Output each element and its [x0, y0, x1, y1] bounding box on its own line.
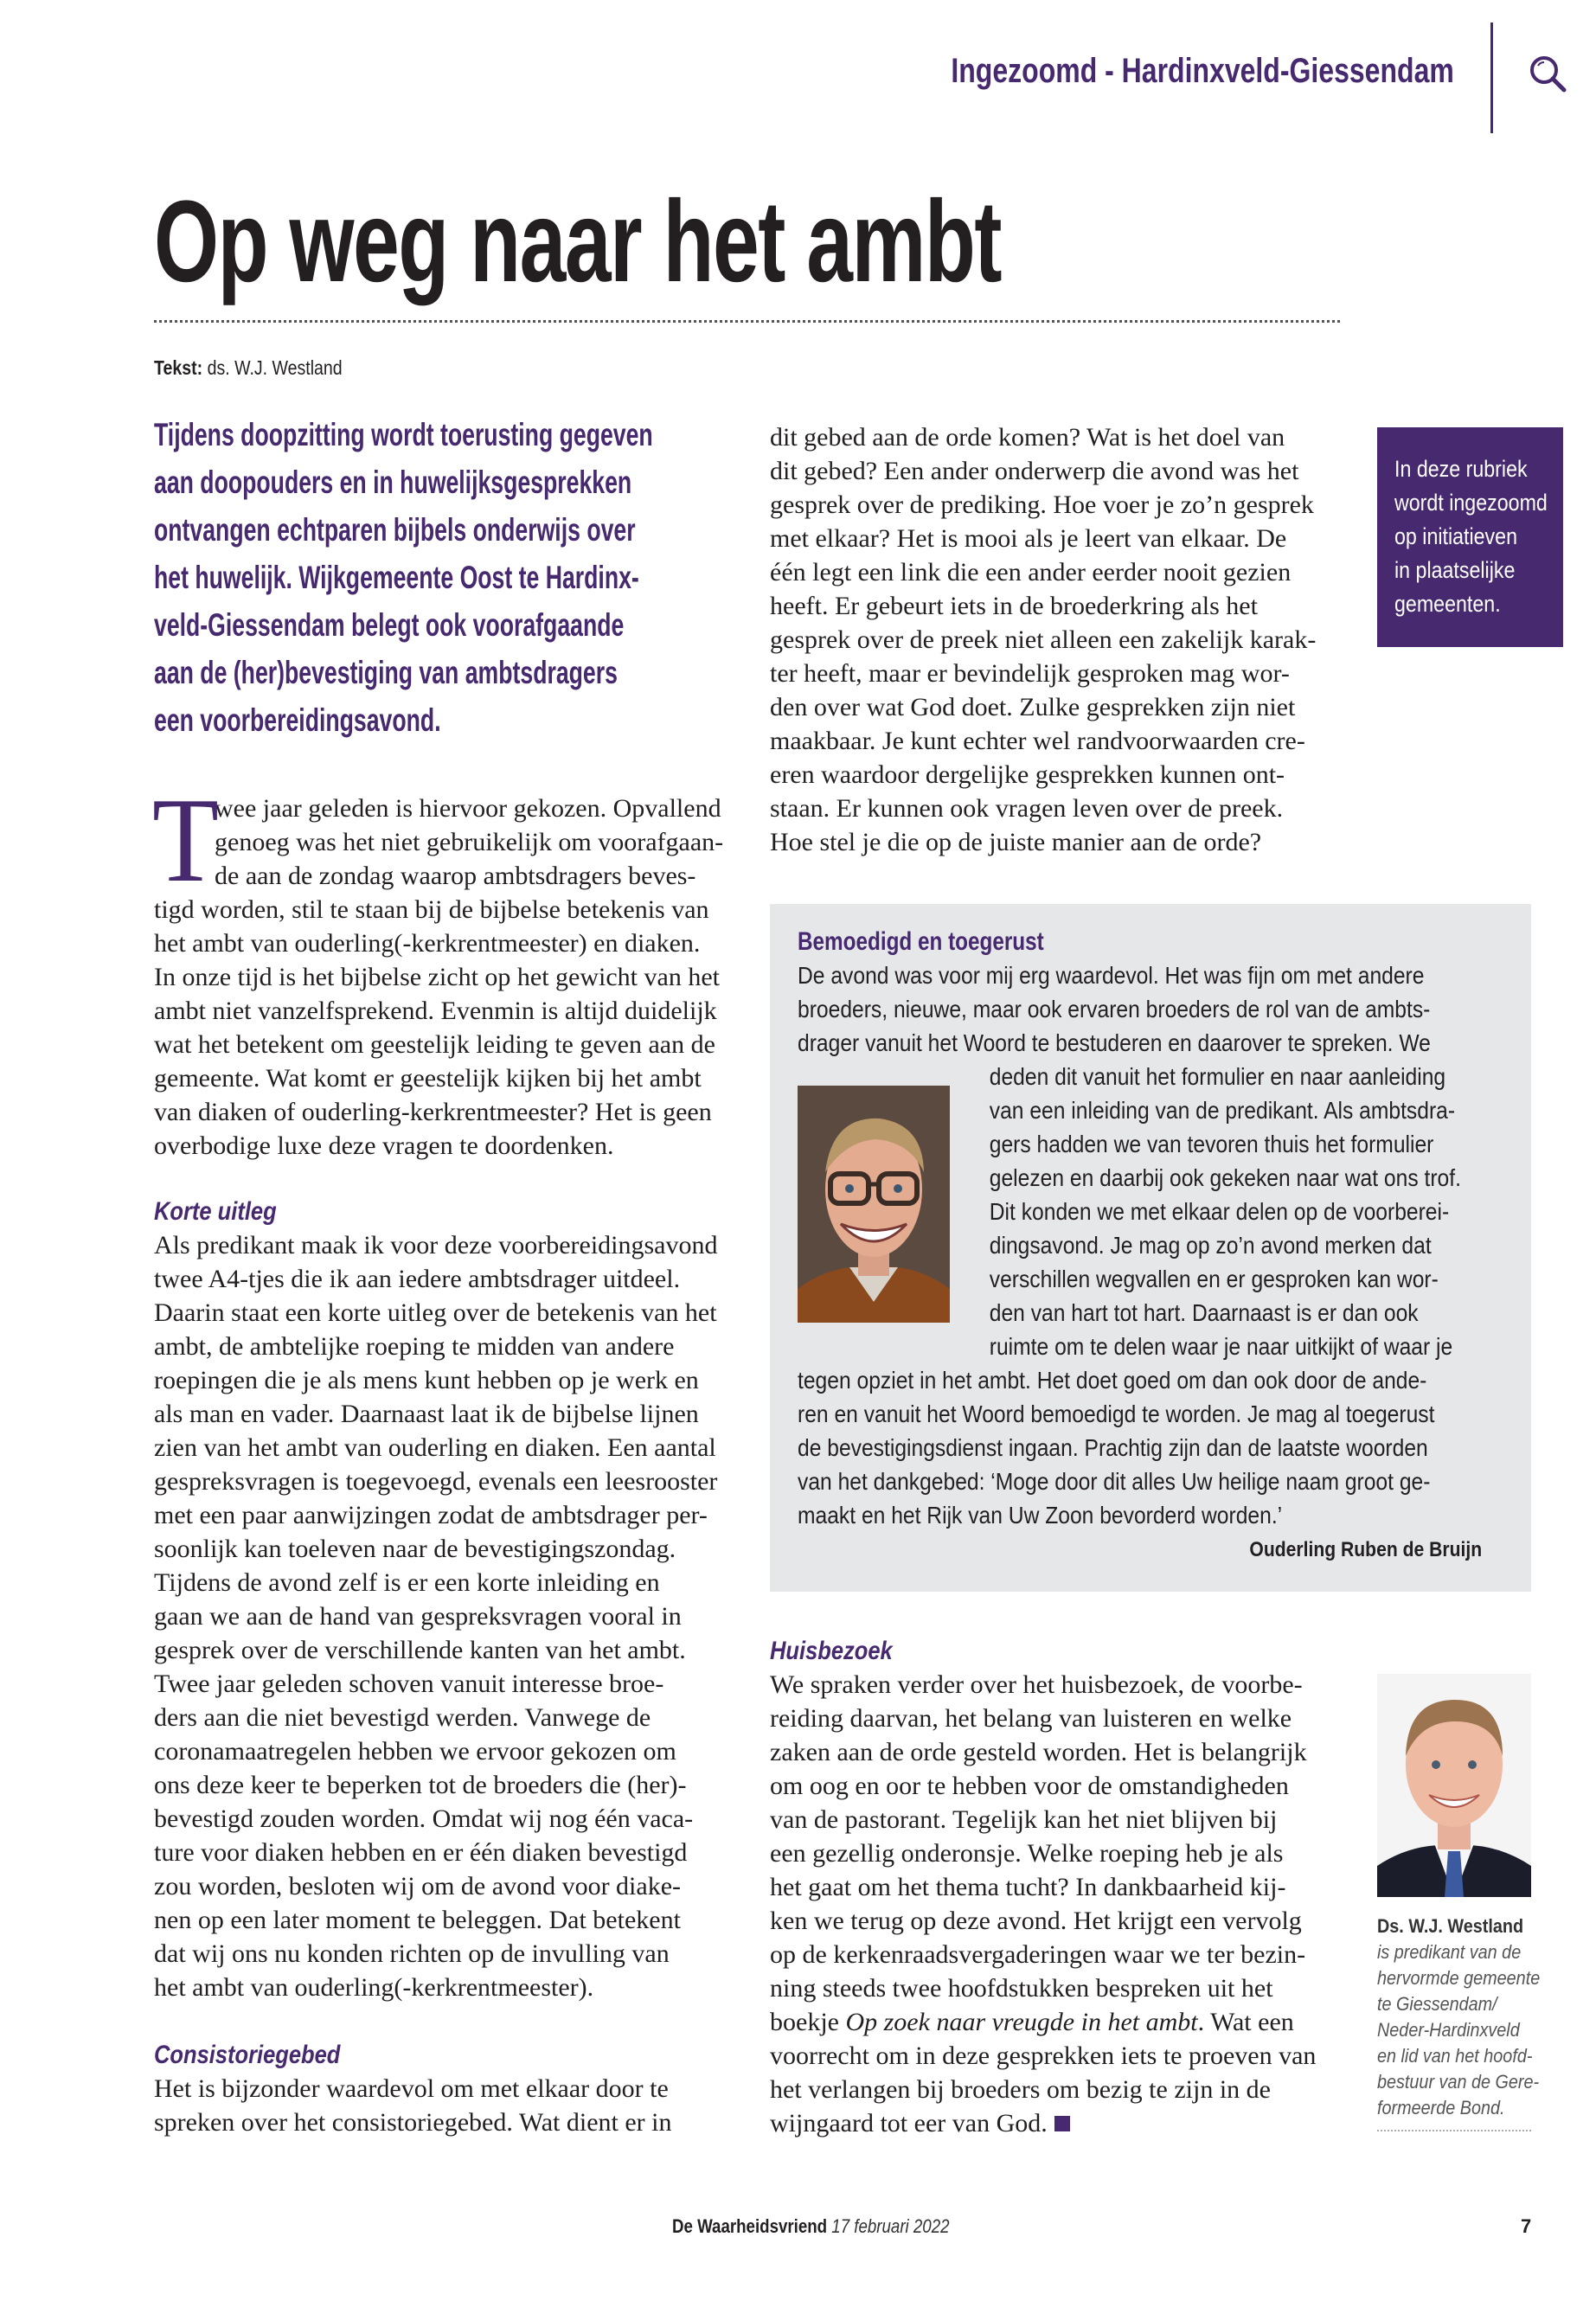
heading-huisbezoek: Huisbezoek [770, 1637, 893, 1665]
text-line: op de kerkenraadsvergaderingen waar we ter bezin- [770, 1940, 1306, 1969]
text-line: tigd worden, stil te staan bij de bijbelse betekenis van [154, 895, 709, 924]
text-line: ter heeft, maar er bevindelijk gesproken mag wor- [770, 659, 1290, 688]
left-column [152, 773, 725, 2139]
lead-paragraph [154, 411, 724, 744]
text-line: broeders, nieuwe, maar ook ervaren broeders de rol van de ambts- [798, 996, 1431, 1022]
text-line: gesprek over de prediking. Hoe voer je zo’n gesprek [770, 490, 1314, 519]
text-line: coronamaatregelen hebben we ervoor gekozen om [154, 1737, 676, 1766]
text-line: met elkaar? Het is mooi als je leert van elkaar. De [770, 524, 1287, 553]
end-mark-icon [1054, 2116, 1070, 2131]
text-line: De avond was voor mij erg waardevol. Het was fijn om met andere [798, 962, 1425, 989]
text-line: als man en vader. Daarnaast laat ik de bijbelse lijnen [154, 1400, 699, 1428]
text-line: drager vanuit het Woord te bestuderen en daarover te spreken. We [798, 1029, 1431, 1056]
text-line: In deze rubriek [1394, 456, 1528, 482]
text-line: We spraken verder over het huisbezoek, de voorbe- [770, 1670, 1303, 1699]
text-line: wat het betekent om geestelijk leiding te geven aan de [154, 1030, 715, 1059]
text-line: op initiatieven [1394, 523, 1518, 549]
text-line: Het is bijzonder waardevol om met elkaar door te [154, 2074, 669, 2103]
text-line: van een inleiding van de predikant. Als ambtsdra- [989, 1097, 1456, 1124]
text-line: gaan we aan de hand van gespreksvragen vooral in [154, 1602, 682, 1631]
text-line: een voorbereidingsavond. [154, 702, 441, 738]
intro-lines [152, 773, 725, 1163]
text-line: Neder-Hardinxveld [1377, 2019, 1520, 2041]
text-line: maakbaar. Je kunt echter wel randvoorwaarden cre- [770, 727, 1305, 755]
text-line: van diaken of ouderling-kerkrentmeester? Het is geen [154, 1098, 712, 1126]
text-line: ons deze keer te beperken tot de broeders die (her)- [154, 1771, 687, 1799]
text-line: eren waardoor dergelijke gesprekken kunnen ont- [770, 760, 1285, 789]
intro-paragraph [152, 773, 725, 1163]
text-line: de aan de zondag waarop ambtsdragers beves- [215, 862, 696, 890]
text-line: spreken over het consistoriegebed. Wat dient er in [154, 2108, 672, 2137]
text-line: het gaat om het thema tucht? In dankbaarheid kij- [770, 1873, 1286, 1901]
huisbezoek-section [770, 1634, 1345, 2140]
text-line: wijngaard tot eer van God. [770, 2106, 1345, 2140]
text-line: gespreksvragen is toegevoegd, evenals een leesrooster [154, 1467, 718, 1496]
text-line: de bevestigingsdienst ingaan. Prachtig zijn dan de laatste woorden [798, 1434, 1428, 1461]
text-line: ruimte om te delen waar je naar uitkijkt of waar je [989, 1333, 1453, 1360]
publication-name: De Waarheidsvriend [672, 2215, 828, 2237]
page-title: Op weg naar het ambt [154, 177, 1002, 306]
text-line: dingsavond. Je mag op zo’n avond merken dat [989, 1232, 1432, 1259]
text-line: bestuur van de Gere- [1377, 2071, 1540, 2093]
text-line: den van hart tot hart. Daarnaast is er dan ook [989, 1299, 1419, 1326]
section-title: Ingezoomd - Hardinxveld-Giessendam [951, 52, 1454, 90]
text-line: dat wij ons nu konden richten op de invulling van [154, 1939, 670, 1968]
text-line: tegen opziet in het ambt. Het doet goed om dan ook door de ande- [798, 1367, 1427, 1394]
text-line: het ambt van ouderling(-kerkrentmeester) en diaken. [154, 929, 701, 958]
testimony-signature: Ouderling Ruben de Bruijn [1249, 1538, 1483, 1561]
text-line: deden dit vanuit het formulier en naar aanleiding [989, 1063, 1446, 1090]
huisbezoek-paragraph [770, 1668, 1345, 2140]
korte-uitleg-paragraph [154, 1228, 725, 2004]
text-line: roepingen die je als mens kunt hebben op je werk en [154, 1366, 699, 1394]
text-line: Dit konden we met elkaar delen op de voorberei- [989, 1198, 1450, 1225]
text-line: te Giessendam/ [1377, 1993, 1497, 2015]
caption-divider [1377, 2130, 1531, 2131]
book-title: Op zoek naar vreugde in het ambt [845, 2008, 1198, 2036]
author-caption [1377, 1913, 1541, 2121]
byline-author: ds. W.J. Westland [207, 356, 343, 379]
text-line: wee jaar geleden is hiervoor gekozen. Opvallend [215, 794, 721, 823]
text-line: Twee jaar geleden schoven vanuit interesse broe- [154, 1670, 664, 1698]
text-line: dit gebed aan de orde komen? Wat is het doel van [770, 423, 1285, 452]
text-line: ambt, de ambtelijke roeping te midden van andere [154, 1332, 675, 1361]
text-line: hervormde gemeente [1377, 1967, 1541, 1989]
author-name: Ds. W.J. Westland [1377, 1915, 1524, 1937]
text-line: heeft. Er gebeurt iets in de broederkring als het [770, 592, 1258, 620]
text-line: van het dankgebed: ‘Moge door dit alles Uw heilige naam groot ge- [798, 1468, 1431, 1495]
text-line: zaken aan de orde gesteld worden. Het is belangrijk [770, 1738, 1307, 1766]
text-line: Als predikant maak ik voor deze voorbereidingsavond [154, 1231, 718, 1259]
heading-korte-uitleg: Korte uitleg [154, 1197, 277, 1226]
text-segment: boekje [770, 2008, 846, 2036]
text-line: Tijdens doopzitting wordt toerusting gegeven [154, 417, 653, 452]
footer-publication [672, 2215, 950, 2238]
text-line: aan doopouders en in huwelijksgesprekken [154, 465, 632, 500]
text-line: verschillen wegvallen en er gesproken kan wor- [989, 1266, 1439, 1292]
text-line: maakt en het Rijk van Uw Zoon bevorderd worden.’ [798, 1502, 1283, 1529]
text-line: ambt niet vanzelfsprekend. Evenmin is altijd duidelijk [154, 997, 717, 1025]
text-line: een gezellig onderonsje. Welke roeping heb je als [770, 1839, 1284, 1868]
title-divider [154, 320, 1340, 323]
text-line: voorrecht om in deze gesprekken iets te proeven van [770, 2041, 1317, 2070]
text-line: zou worden, besloten wij om de avond voor diake- [154, 1872, 682, 1900]
text-line: formeerde Bond. [1377, 2097, 1505, 2118]
text-line: dit gebed? Een ander onderwerp die avond was het [770, 457, 1299, 485]
text-line: gesprek over de preek niet alleen een zakelijk karak- [770, 625, 1317, 654]
heading-consistoriegebed: Consistoriegebed [154, 2041, 341, 2069]
text-line: gemeente. Wat komt er geestelijk kijken bij het ambt [154, 1064, 702, 1093]
text-line: het verlangen bij broeders om bezig te zijn in de [770, 2075, 1271, 2104]
text-line: gers hadden we van tevoren thuis het formulier [989, 1131, 1434, 1157]
text-line: Hoe stel je die op de juiste manier aan de orde? [770, 828, 1262, 856]
text-line: om oog en oor te hebben voor de omstandigheden [770, 1772, 1289, 1800]
text-line [770, 2005, 1345, 2039]
text-line: reiding daarvan, het belang van luisteren en welke [770, 1704, 1292, 1733]
text-line: ken we terug op deze avond. Het krijgt een vervolg [770, 1907, 1302, 1935]
text-line: nen op een later moment te beleggen. Dat betekent [154, 1906, 681, 1934]
text-line: gemeenten. [1394, 591, 1501, 617]
portrait-author [1377, 1674, 1531, 1897]
text-line: Tijdens de avond zelf is er een korte inleiding en [154, 1568, 660, 1597]
text-line: is predikant van de [1377, 1941, 1522, 1963]
text-line: Daarin staat een korte uitleg over de betekenis van het [154, 1298, 717, 1327]
text-line: ders aan die niet bevestigd werden. Vanwege de [154, 1703, 651, 1732]
text-line: en lid van het hoofd- [1377, 2045, 1533, 2067]
text-line: twee A4-tjes die ik aan iedere ambtsdrager uitdeel. [154, 1265, 681, 1293]
text-line: één legt een link die een ander eerder nooit gezien [770, 558, 1292, 586]
rubric-info-text [1394, 452, 1558, 621]
text-line: ture voor diaken hebben en er één diaken bevestigd [154, 1838, 688, 1867]
text-line: het ambt van ouderling(-kerkrentmeester). [154, 1973, 594, 2002]
text-line: aan de (her)bevestiging van ambtsdragers [154, 655, 618, 690]
text-line: veld-Giessendam belegt ook voorafgaande [154, 607, 625, 643]
testimony-heading: Bemoedigd en toegerust [798, 927, 1044, 956]
text-line: overbodige luxe deze vragen te doordenken. [154, 1131, 614, 1160]
text-line: van de pastorant. Tegelijk kan het niet blijven bij [770, 1805, 1278, 1834]
text-line: zien van het ambt van ouderling en diaken. Een aantal [154, 1433, 716, 1462]
text-line: staan. Er kunnen ook vragen leven over de preek. [770, 794, 1284, 823]
text-line: soonlijk kan toeleven naar de bevestigingszondag. [154, 1535, 676, 1563]
text-line: ren en vanuit het Woord bemoedigd te worden. Je mag al toegerust [798, 1400, 1435, 1427]
text-line: den over wat God doet. Zulke gesprekken zijn niet [770, 693, 1296, 721]
header-divider [1490, 22, 1493, 133]
text-line: In onze tijd is het bijbelse zicht op het gewicht van het [154, 963, 720, 991]
portrait-ruben-de-bruijn [798, 1086, 950, 1323]
byline [154, 356, 343, 380]
page-number: 7 [1521, 2215, 1532, 2237]
search-icon[interactable] [1528, 54, 1569, 95]
text-line: genoeg was het niet gebruikelijk om voorafgaan- [215, 828, 724, 856]
text-line: ontvangen echtparen bijbels onderwijs over [154, 512, 636, 548]
text-line: gesprek over de verschillende kanten van het ambt. [154, 1636, 686, 1664]
author-bio [1377, 1939, 1541, 2121]
publication-date: 17 februari 2022 [831, 2215, 950, 2237]
text-line: met een paar aanwijzingen zodat de ambtsdrager per- [154, 1501, 708, 1529]
right-column-paragraph [770, 420, 1345, 859]
text-line: in plaatselijke [1394, 557, 1516, 583]
text-line: ning steeds twee hoofdstukken bespreken uit het [770, 1974, 1273, 2003]
text-segment: . Wat een [1197, 2008, 1294, 2036]
text-line: gelezen en daarbij ook gekeken naar wat ons trof. [989, 1164, 1461, 1191]
text-line: het huwelijk. Wijkgemeente Oost te Hardinx- [154, 560, 639, 595]
text-line: bevestigd zouden worden. Omdat wij nog één vaca- [154, 1804, 694, 1833]
drop-cap: T [152, 773, 219, 907]
text-line: wordt ingezoomd [1394, 490, 1548, 516]
byline-label: Tekst: [154, 356, 203, 379]
consistoriegebed-paragraph [154, 2072, 725, 2139]
